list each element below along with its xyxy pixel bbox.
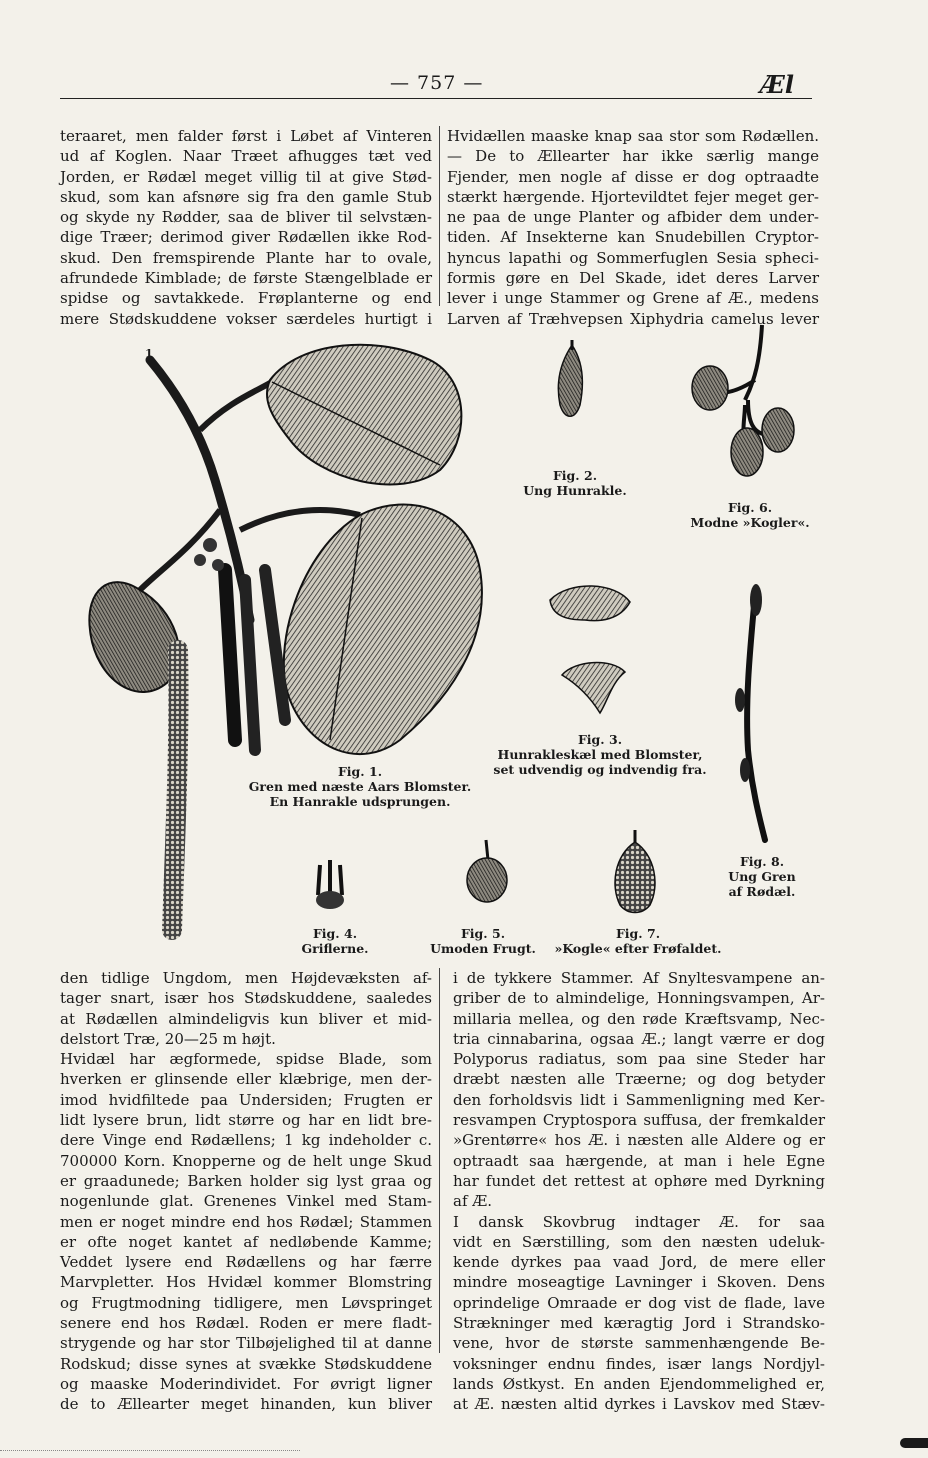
top-left-line: Jorden, er Rødæl meget villig til at give Stød- [60,167,432,186]
bottom-right-line: I dansk Skovbrug indtager Æ. for saa [453,1212,825,1231]
fig8-caption-line: Fig. 8. [739,854,785,869]
bottom-right-line: i de tykkere Stammer. Af Snyltesvampene an- [453,969,825,987]
bottom-right-line: af Æ. [453,1192,493,1211]
top-left-line: skud, som kan afsnøre sig fra den gamle Stub [60,187,432,206]
bottom-edge-dots [0,1450,300,1451]
fig2-catkin-illustration [558,340,582,416]
fig5-caption [418,926,548,956]
top-column-rule [439,126,440,306]
bottom-left-line: Marvpletter. Hos Hvidæl kommer Blomstring [60,1273,432,1292]
fig1-caption-line: En Hanrakle udsprungen. [269,794,451,809]
bottom-right-line: optraadt saa hærgende, at man i hele Egne [453,1151,825,1170]
bottom-right-line: voksninger endnu findes, især langs Nordjyl- [453,1354,825,1373]
fig7-caption-line: »Kogle« efter Frøfaldet. [554,941,722,956]
bottom-right-line: »Grentørre« hos Æ. i næsten alle Aldere og er [453,1131,825,1150]
bottom-left-line: og maaske Moderindividet. For øvrigt ligner [60,1374,432,1393]
fig6-caption-line: Modne »Kogler«. [690,515,810,530]
top-right-line: Fjender, men nogle af disse er dog optraadte [447,167,819,186]
top-right-line: stærkt hærgende. Hjortevildtet fejer meget ger- [447,187,819,206]
fig3-caption-line: Hunrakleskæl med Blomster, [497,747,703,762]
bottom-right-line: vidt en Særstilling, som den næsten udeluk- [453,1232,825,1251]
fig1-caption-line: Gren med næste Aars Blomster. [248,779,472,794]
bottom-left-line: de to Ællearter meget hinanden, kun bliver [60,1395,432,1414]
bottom-left-line: Veddet lysere end Rødællens og har færre [60,1253,432,1272]
top-right-column [447,126,819,329]
bottom-right-line: har fundet det rettest at ophøre med Dyrkning [453,1171,825,1190]
fig1-caption [230,764,490,809]
bottom-right-line: at Æ. næsten altid dyrkes i Lavskov med Stæv- [453,1395,825,1414]
fig3-scales-illustration [550,586,630,713]
bottom-left-line: men er noget mindre end hos Rødæl; Stammen [60,1212,432,1231]
fig3-caption [480,732,720,777]
bottom-column-rule [439,968,440,1353]
bottom-left-line: nogenlunde glat. Grenenes Vinkel med Stam- [60,1192,432,1211]
top-right-line: — De to Ællearter har ikke særlig mange [447,147,819,166]
top-left-line: afrundede Kimblade; de første Stængelblade er [60,269,432,288]
fig4-caption-line: Fig. 4. [312,926,358,941]
page-number: — 757 — [390,72,484,94]
top-left-line: dige Træer; derimod giver Rødællen ikke Rod- [60,228,432,247]
fig6-caption [680,500,820,530]
fig6-caption-line: Fig. 6. [727,500,773,515]
running-head: Æl [760,70,794,99]
top-right-line: Hvidællen maaske knap saa stor som Rødællen. [447,127,819,145]
fig8-caption [712,854,812,899]
fig7-cone-illustration [615,830,655,913]
bottom-right-line: dræbt næsten alle Træerne; og dog betyder [453,1070,825,1089]
bottom-left-line: imod hvidfiltede paa Undersiden; Frugten er [60,1090,432,1109]
top-left-line: ud af Koglen. Naar Træet afhugges tæt ved [60,147,432,166]
bottom-right-line: tria cinnabarina, ogsaa Æ.; langt værre er dog [453,1029,825,1048]
fig3-caption-line: set udvendig og indvendig fra. [493,762,707,777]
top-left-column [60,126,432,329]
fig8-branch-illustration [735,584,765,840]
fig2-caption-line: Fig. 2. [552,468,598,483]
bottom-right-line: griber de to almindelige, Honningsvampen, Ar- [453,989,825,1008]
fig2-caption-line: Ung Hunrakle. [523,483,627,498]
fig5-caption-line: Umoden Frugt. [430,941,536,956]
bottom-left-line: og Frugtmodning tidligere, men Løvspringet [60,1293,432,1312]
bottom-left-line: strygende og har stor Tilbøjelighed til at danne [60,1334,432,1353]
fig2-caption [500,468,650,498]
bottom-left-line: tager snart, især hos Stødskuddene, saaledes [60,989,432,1008]
fig1-branch-illustration [89,345,482,930]
top-right-line: tiden. Af Insekterne kan Snudebillen Cryptor- [447,228,819,247]
fig8-caption-line: Ung Gren [728,869,796,884]
fig5-caption-line: Fig. 5. [460,926,506,941]
bottom-left-column [60,968,432,1415]
bottom-left-line: Rodskud; disse synes at svække Stødskuddene [60,1354,432,1373]
bottom-right-line: lands Østkyst. En anden Ejendommelighed er, [453,1374,825,1393]
bottom-right-line: mindre moseagtige Lavninger i Skoven. Dens [453,1273,825,1292]
top-right-line: Larven af Træhvepsen Xiphydria camelus lever [447,309,819,328]
top-right-line: hyncus lapathi og Sommerfuglen Sesia spheci- [447,248,819,267]
bottom-right-line: den forholdsvis lidt i Sammenligning med Ker- [453,1090,825,1109]
bottom-left-line: er graadunede; Barken holder sig lyst graa og [60,1171,432,1190]
bottom-right-line: Polyporus radiatus, som paa sine Steder har [453,1050,825,1069]
fig7-caption [548,926,728,956]
fig6-cones-illustration [692,325,794,476]
top-right-line: formis gøre en Del Skade, idet deres Larver [447,269,819,288]
bottom-left-line: er ofte noget kantet af nedløbende Kamme; [60,1232,432,1251]
top-left-line: skud. Den fremspirende Plante har to ovale, [60,248,432,267]
top-left-line: spidse og savtakkede. Frøplanterne og end [60,289,432,308]
bottom-left-line: delstort Træ, 20—25 m højt. [60,1029,276,1048]
bottom-right-line: kende dyrkes paa vaad Jord, de mere eller [453,1253,825,1272]
bottom-left-line: den tidlige Ungdom, men Højdevæksten af- [60,969,432,987]
fig1-marker: 1 [145,347,153,360]
top-right-line: ne paa de unge Planter og afbider dem under- [447,208,819,227]
bottom-left-line: dere Vinge end Rødællens; 1 kg indeholder c. [60,1131,432,1150]
bottom-right-line: resvampen Cryptospora suffusa, der fremkalder [453,1111,825,1130]
bottom-left-line: at Rødællen almindeligvis kun bliver et mid- [60,1009,432,1028]
fig1-caption-line: Fig. 1. [337,764,383,779]
bottom-left-line: lidt lysere brun, lidt større og har en lidt bre- [60,1111,432,1130]
bottom-right-line: Strækninger med kæragtig Jord i Strandsko- [453,1314,825,1333]
bottom-right-line: millaria mellea, og den røde Kræftsvamp, Nec- [453,1009,825,1028]
fig3-caption-line: Fig. 3. [577,732,623,747]
top-right-line: lever i unge Stammer og Grene af Æ., medens [447,289,819,308]
bottom-left-line: Hvidæl har ægformede, spidse Blade, som [60,1050,432,1069]
header-rule [60,98,812,99]
bottom-right-line: oprindelige Omraade er dog vist de flade, lave [453,1293,825,1312]
top-left-line: teraaret, men falder først i Løbet af Vinteren [60,127,432,145]
fig4-caption [280,926,390,956]
fig8-caption-line: af Rødæl. [728,884,796,899]
top-left-line: og skyde ny Rødder, saa de bliver til selvstæn- [60,208,432,227]
bottom-left-line: senere end hos Rødæl. Roden er mere fladt- [60,1314,432,1333]
fig7-caption-line: Fig. 7. [615,926,661,941]
bottom-left-line: 700000 Korn. Knopperne og de helt unge Skud [60,1151,432,1170]
fig5-fruit-illustration [467,840,507,902]
corner-mark [900,1438,928,1448]
bottom-left-line: hverken er glinsende eller klæbrige, men der- [60,1070,432,1089]
fig4-caption-line: Griflerne. [301,941,369,956]
bottom-right-line: vene, hvor de største sammenhængende Be- [453,1334,825,1353]
top-left-line: mere Stødskuddene vokser særdeles hurtigt i [60,309,432,328]
fig4-stigmas-illustration [316,860,344,909]
bottom-right-column [453,968,825,1415]
